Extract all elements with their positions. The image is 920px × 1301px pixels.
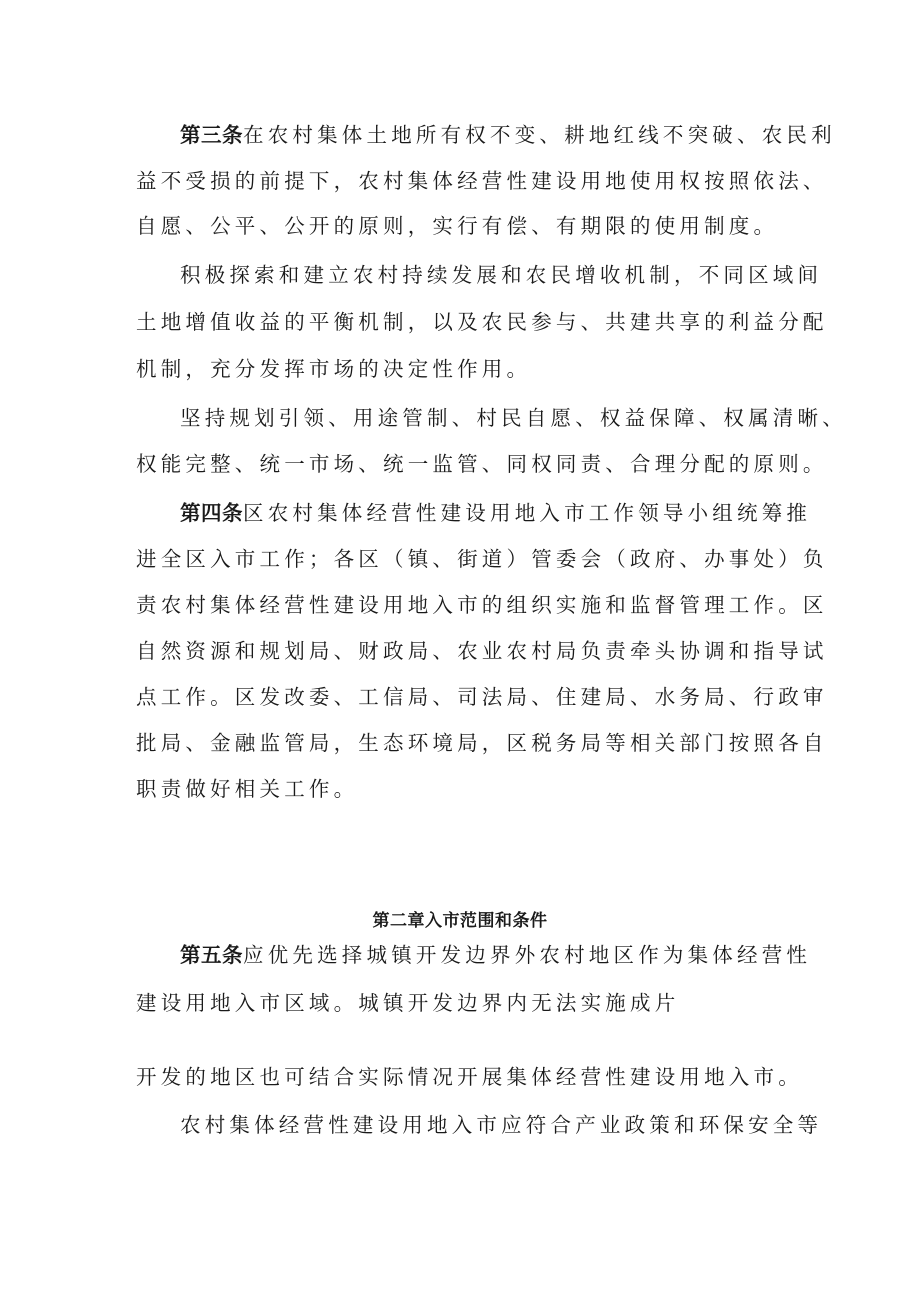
paragraph-2-line-1: 积极探索和建立农村持续发展和农民增收机制，不同区域间 xyxy=(180,263,823,287)
article-4-text-1: 区农村集体经营性建设用地入市工作领导小组统筹推 xyxy=(243,501,812,525)
article-4-line-2: 进全区入市工作；各区（镇、街道）管委会（政府、办事处）负 xyxy=(136,547,828,571)
article-5-label: 第五条 xyxy=(180,943,243,967)
article-3-line-3: 自愿、公平、公开的原则，实行有偿、有期限的使用制度。 xyxy=(136,214,779,238)
paragraph-6-line-1: 农村集体经营性建设用地入市应符合产业政策和环保安全等 xyxy=(180,1113,823,1137)
article-4-line-3: 责农村集体经营性建设用地入市的组织实施和监督管理工作。区 xyxy=(136,593,828,617)
paragraph-2-line-3: 机制，充分发挥市场的决定性作用。 xyxy=(136,357,532,381)
article-5-line-2: 建设用地入市区域。城镇开发边界内无法实施成片 xyxy=(136,991,680,1015)
article-3-line-2: 益不受损的前提下，农村集体经营性建设用地使用权按照依法、 xyxy=(136,169,828,193)
article-3-line-1 xyxy=(180,122,836,148)
article-5-line-3: 开发的地区也可结合实际情况开展集体经营性建设用地入市。 xyxy=(136,1065,803,1089)
article-5-line-1 xyxy=(180,942,811,968)
article-4-line-4: 自然资源和规划局、财政局、农业农村局负责牵头协调和指导试 xyxy=(136,639,828,663)
paragraph-2-line-2: 土地增值收益的平衡机制，以及农民参与、共建共享的利益分配 xyxy=(136,310,828,334)
chapter-2-heading: 第二章入市范围和条件 xyxy=(372,911,548,931)
article-3-text-1: 在农村集体土地所有权不变、耕地红线不突破、农民利 xyxy=(243,123,836,147)
article-4-line-5: 点工作。区发改委、工信局、司法局、住建局、水务局、行政审 xyxy=(136,685,828,709)
article-4-label: 第四条 xyxy=(180,501,243,525)
article-4-line-1 xyxy=(180,500,811,526)
paragraph-3-line-1: 坚持规划引领、用途管制、村民自愿、权益保障、权属清晰、 xyxy=(180,406,847,430)
article-3-label: 第三条 xyxy=(180,123,243,147)
article-4-line-6: 批局、金融监管局，生态环境局，区税务局等相关部门按照各自 xyxy=(136,731,828,755)
paragraph-3-line-2: 权能完整、统一市场、统一监管、同权同责、合理分配的原则。 xyxy=(136,452,828,476)
article-4-line-7: 职责做好相关工作。 xyxy=(136,777,359,801)
article-5-text-1: 应优先选择城镇开发边界外农村地区作为集体经营性 xyxy=(243,943,812,967)
